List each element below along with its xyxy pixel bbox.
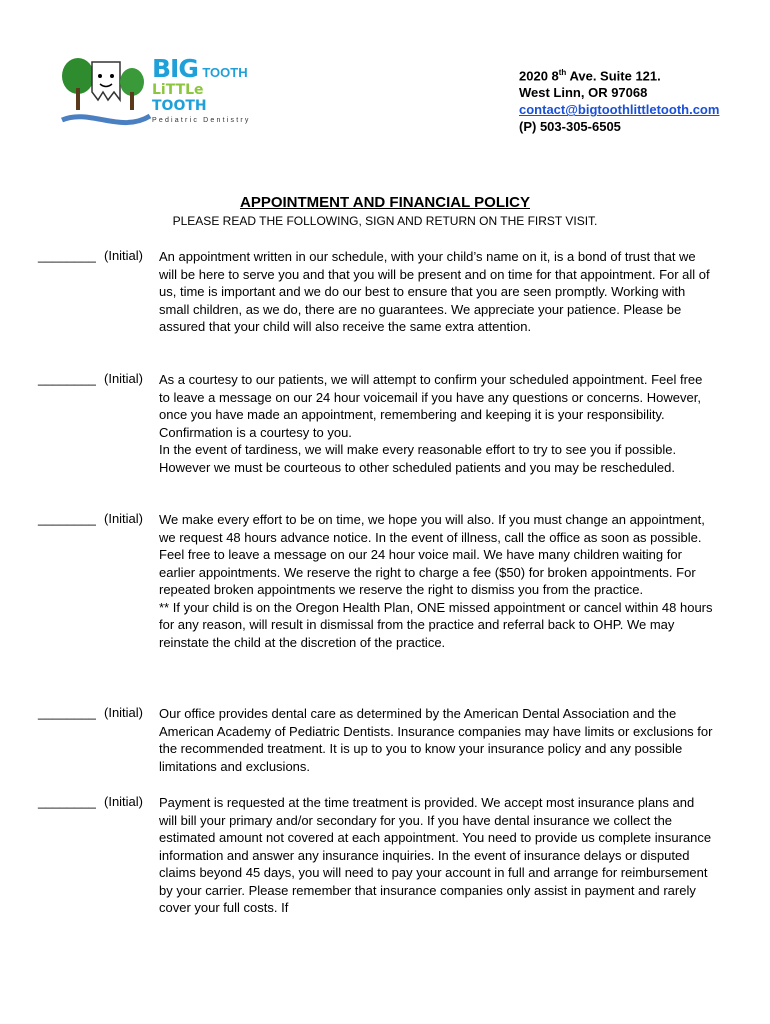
initial-blank[interactable]: ________ xyxy=(38,248,96,263)
street-address: 2020 8th Ave. Suite 121. xyxy=(519,68,661,84)
section-paragraph: Payment is requested at the time treatment is provided. We accept most insurance plans and will bill your primary and/or secondary for you. If you have dental insurance we collect the estimated amount not covered at each appointment. You need to provide us complete insurance information and answer any insurance inquiries. In the event of insurance delays or disputed claims beyond 45 days, you will need to pay your account in full and arrange for reimbursement by your carrier. Please remember that insurance companies only assist in payment and rarely cover your full costs. If xyxy=(159,795,712,915)
initial-blank[interactable]: ________ xyxy=(38,371,96,386)
initial-blank[interactable]: ________ xyxy=(38,794,96,809)
section-paragraph: Our office provides dental care as determined by the American Dental Association and the American Academy of Pediatric Dentists. Insurance companies may have limits or exclusions for the recommended treatment. It is up to you to know your insurance policy and any possible limitations and exclusions. xyxy=(159,706,713,774)
section-text xyxy=(159,248,715,336)
section-paragraph: An appointment written in our schedule, with your child’s name on it, is a bond of trust that we will be here to serve you and that you will be present and on time for that appointment. For all of us, time is important and we do our best to ensure that you are seen promptly. Working with small children, as we do, there are no guarantees. We appreciate your patience. Please be assured that your child will also receive the same extra attention. xyxy=(159,249,710,334)
initial-blank[interactable]: ________ xyxy=(38,511,96,526)
section-text xyxy=(159,511,715,651)
logo-little-text: LiTTLe xyxy=(152,82,204,98)
address-block xyxy=(519,64,719,135)
section-paragraph: As a courtesy to our patients, we will attempt to confirm your scheduled appointment. Feel free to leave a message on our 24 hour voicemail if you have any questions or concerns. However, once you have made an appointment, remembering and keeping it is your responsibility. Confirmation is a courtesy to you. xyxy=(159,372,703,440)
section-text xyxy=(159,794,715,917)
section-text xyxy=(159,371,715,476)
city-state-zip: West Linn, OR 97068 xyxy=(519,85,648,101)
section-paragraph: We make every effort to be on time, we hope you will also. If you must change an appointment, we request 48 hours advance notice. In the event of illness, call the office as soon as possible. Feel free to leave a message on our 24 hour voice mail. We have many children waiting for earlier appointments. We reserve the right to charge a fee ($50) for broken appointments. For repeated broken appointments we reserve the right to dismiss you from the practice. xyxy=(159,512,705,597)
section-paragraph: ** If your child is on the Oregon Health Plan, ONE missed appointment or cancel within 48 hours for any reason, will result in dismissal from the practice and referral back to OHP. We may reinstate the child at the discretion of the practice. xyxy=(159,599,713,650)
practice-logo xyxy=(60,48,260,138)
phone-number: (P) 503-305-6505 xyxy=(519,119,621,135)
initial-label: (Initial) xyxy=(104,794,144,809)
initial-label: (Initial) xyxy=(104,371,144,386)
initial-label: (Initial) xyxy=(104,511,144,526)
initial-label: (Initial) xyxy=(104,705,144,720)
logo-tooth-text-2: TOOTH xyxy=(152,98,207,114)
logo-tooth-text: TOOTH xyxy=(202,65,248,80)
logo-tagline: Pediatric Dentistry xyxy=(152,117,251,124)
email-link[interactable]: contact@bigtoothlittletooth.com xyxy=(519,102,720,118)
section-text xyxy=(159,705,715,775)
section-paragraph: In the event of tardiness, we will make every reasonable effort to try to see you if possible. However we must be courteous to other scheduled patients and you may be rescheduled. xyxy=(159,442,677,475)
initial-blank[interactable]: ________ xyxy=(38,705,96,720)
logo-big-text: BIG xyxy=(152,54,198,83)
trees-tooth-logo-icon xyxy=(60,48,152,138)
document-subtitle: PLEASE READ THE FOLLOWING, SIGN AND RETURN ON THE FIRST VISIT. xyxy=(172,214,598,228)
initial-label: (Initial) xyxy=(104,248,144,263)
document-title: APPOINTMENT AND FINANCIAL POLICY xyxy=(239,194,530,211)
